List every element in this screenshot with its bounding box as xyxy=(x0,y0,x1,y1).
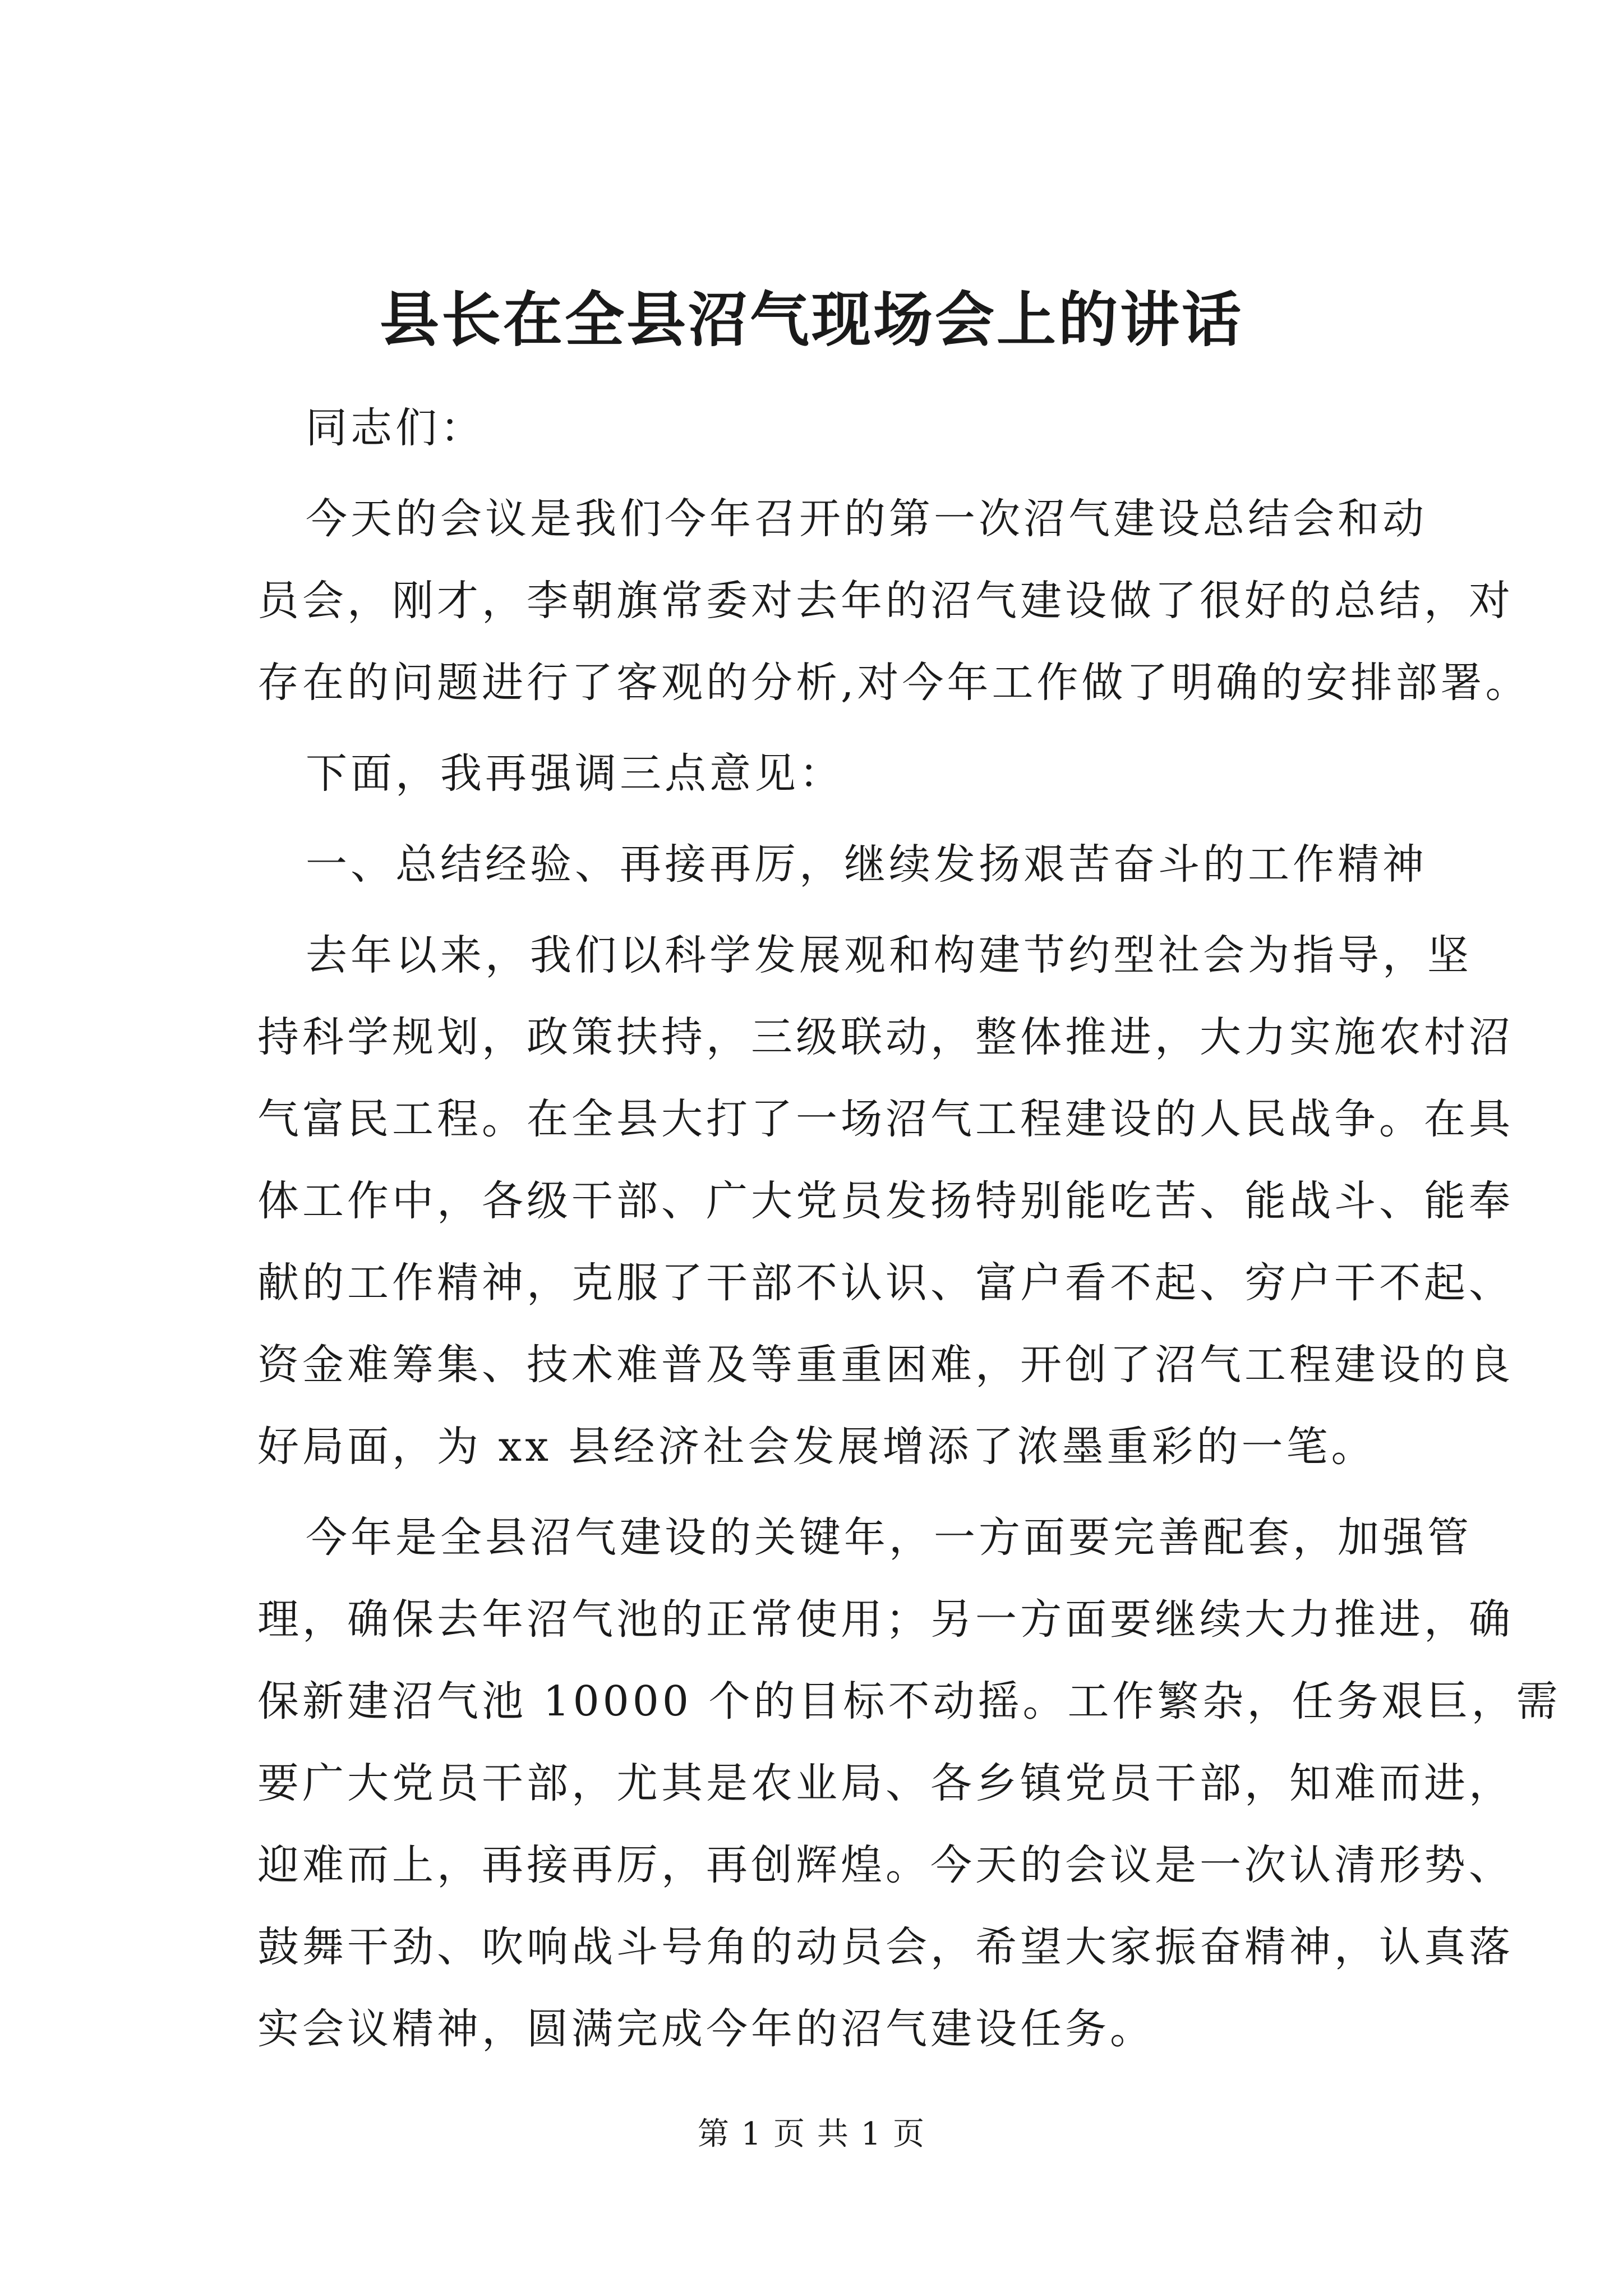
page-number-footer: 第 1 页 共 1 页 xyxy=(697,2116,926,2152)
salutation-block xyxy=(306,387,1430,469)
paragraph-line: 存在的问题进行了客观的分析,对今年工作做了明确的安排部署。 xyxy=(257,659,1530,707)
paragraph-line: 资金难筹集、技术难普及等重重困难，开创了沼气工程建设的良 xyxy=(257,1341,1514,1389)
section-heading: 一、总结经验、再接再厉，继续发扬艰苦奋斗的工作精神 xyxy=(306,840,1427,889)
section-heading-1 xyxy=(306,823,1430,905)
salutation: 同志们： xyxy=(306,404,485,452)
paragraph-1 xyxy=(257,478,1530,724)
paragraph-line: 气富民工程。在全县大打了一场沼气工程建设的人民战争。在具 xyxy=(257,1095,1514,1143)
paragraph-line: 今天的会议是我们今年召开的第一次沼气建设总结会和动 xyxy=(306,495,1427,543)
paragraph-line: 实会议精神，圆满完成今年的沼气建设任务。 xyxy=(257,2005,1155,2053)
paragraph-4 xyxy=(257,1497,1561,2070)
paragraph-line: 理，确保去年沼气池的正常使用；另一方面要继续大力推进，确 xyxy=(257,1595,1514,1644)
paragraph-line: 保新建沼气池 10000 个的目标不动摇。工作繁杂，任务艰巨，需 xyxy=(257,1677,1561,1726)
paragraph-line: 去年以来，我们以科学发展观和构建节约型社会为指导，坚 xyxy=(306,931,1472,979)
paragraph-line: 持科学规划，政策扶持，三级联动，整体推进，大力实施农村沼 xyxy=(257,1013,1514,1061)
paragraph-line: 要广大党员干部，尤其是农业局、各乡镇党员干部，知难而进， xyxy=(257,1759,1514,1807)
paragraph-line: 好局面，为 xx 县经济社会发展增添了浓墨重彩的一笔。 xyxy=(257,1423,1376,1471)
document-title: 县长在全县沼气现场会上的讲话 xyxy=(380,284,1243,355)
paragraph-line: 下面，我再强调三点意见： xyxy=(306,749,844,798)
paragraph-line: 今年是全县沼气建设的关键年，一方面要完善配套，加强管 xyxy=(306,1513,1472,1562)
paragraph-line: 迎难而上，再接再厉，再创辉煌。今天的会议是一次认清形势、 xyxy=(257,1841,1514,1889)
paragraph-2 xyxy=(306,733,1430,815)
document-body xyxy=(257,387,1561,2070)
paragraph-line: 体工作中，各级干部、广大党员发扬特别能吃苦、能战斗、能奉 xyxy=(257,1177,1514,1225)
paragraph-line: 献的工作精神，克服了干部不认识、富户看不起、穷户干不起、 xyxy=(257,1259,1514,1307)
paragraph-3 xyxy=(257,914,1514,1488)
paragraph-line: 员会，刚才，李朝旗常委对去年的沼气建设做了很好的总结，对 xyxy=(257,577,1514,625)
paragraph-line: 鼓舞干劲、吹响战斗号角的动员会，希望大家振奋精神，认真落 xyxy=(257,1923,1514,1971)
